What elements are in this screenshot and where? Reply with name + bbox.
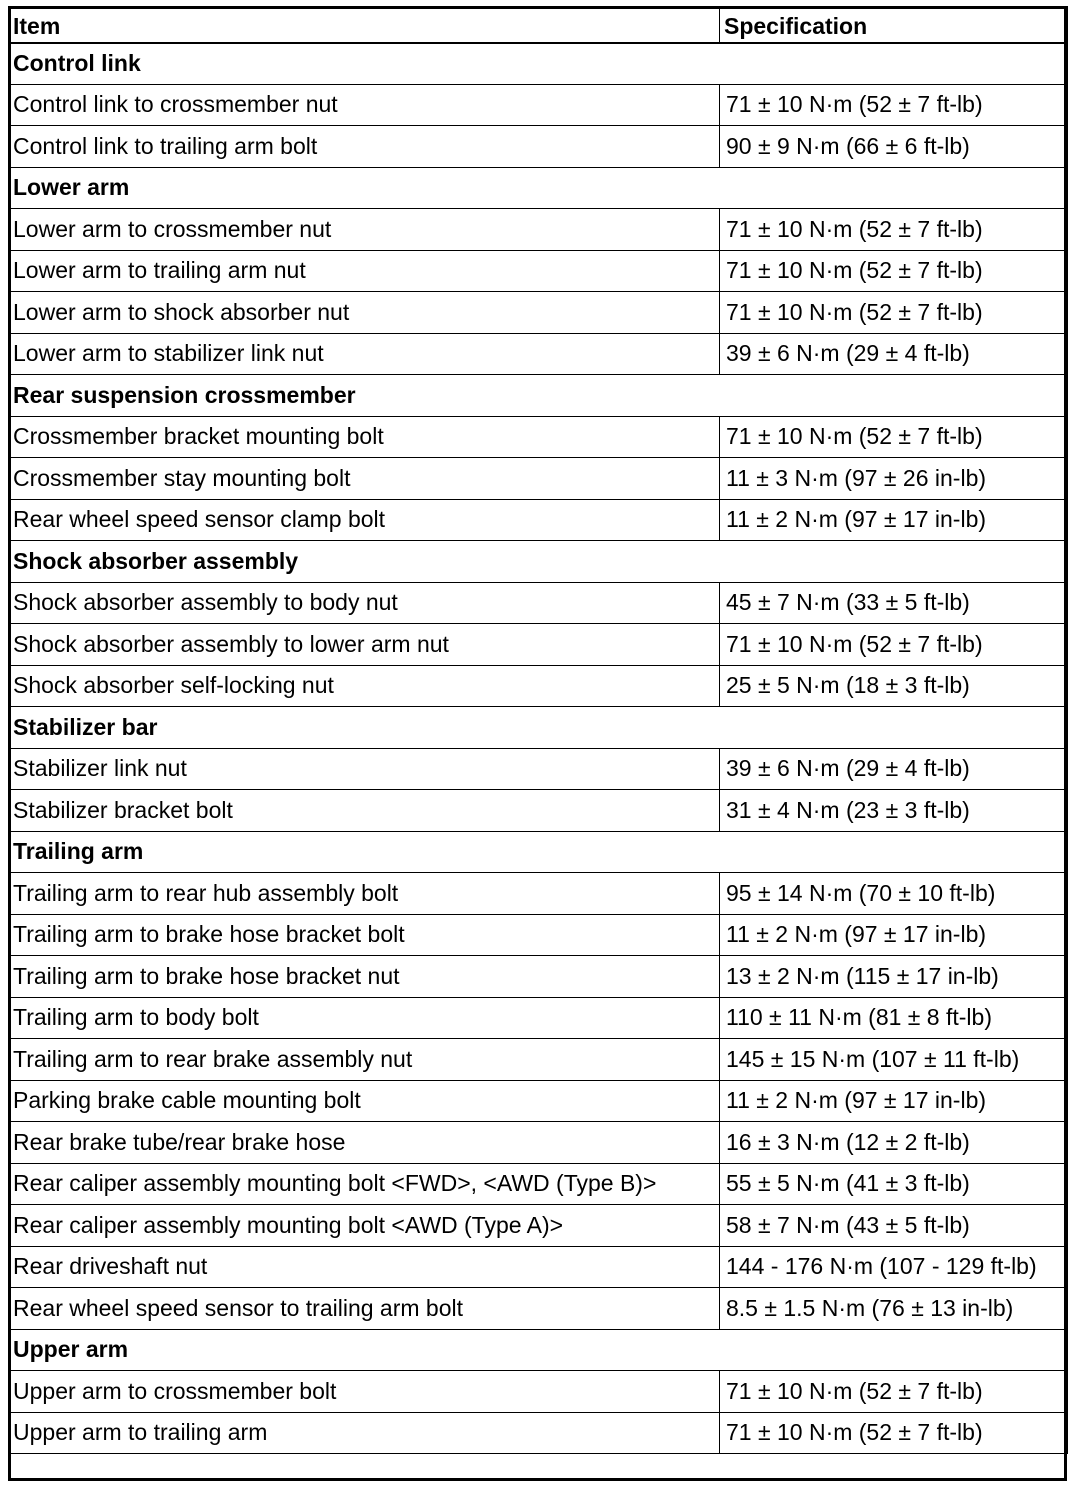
specification-cell: 11 ± 2 N·m (97 ± 17 in-lb)	[720, 914, 1068, 956]
specification-cell: 16 ± 3 N·m (12 ± 2 ft-lb)	[720, 1122, 1068, 1164]
specification-cell: 71 ± 10 N·m (52 ± 7 ft-lb)	[720, 416, 1068, 458]
item-cell: Rear caliper assembly mounting bolt <FWD>, <AWD (Type B)>	[9, 1163, 720, 1205]
specification-cell: 71 ± 10 N·m (52 ± 7 ft-lb)	[720, 84, 1068, 126]
header-item: Item	[9, 7, 720, 43]
item-cell: Control link to trailing arm bolt	[9, 126, 720, 168]
specification-cell: 71 ± 10 N·m (52 ± 7 ft-lb)	[720, 624, 1068, 666]
item-cell: Upper arm to crossmember bolt	[9, 1371, 720, 1413]
specification-cell: 145 ± 15 N·m (107 ± 11 ft-lb)	[720, 1039, 1068, 1081]
specification-cell: 25 ± 5 N·m (18 ± 3 ft-lb)	[720, 665, 1068, 707]
specification-cell: 95 ± 14 N·m (70 ± 10 ft-lb)	[720, 873, 1068, 915]
specification-cell: 71 ± 10 N·m (52 ± 7 ft-lb)	[720, 1371, 1068, 1413]
table-outer-border	[8, 6, 1067, 1481]
item-cell: Rear wheel speed sensor to trailing arm bolt	[9, 1288, 720, 1330]
item-cell: Shock absorber assembly to body nut	[9, 582, 720, 624]
item-cell: Trailing arm to brake hose bracket nut	[9, 956, 720, 998]
section-title: Trailing arm	[9, 831, 1068, 873]
specification-cell: 8.5 ± 1.5 N·m (76 ± 13 in-lb)	[720, 1288, 1068, 1330]
specification-cell: 71 ± 10 N·m (52 ± 7 ft-lb)	[720, 209, 1068, 251]
section-title: Shock absorber assembly	[9, 541, 1068, 583]
specification-cell: 39 ± 6 N·m (29 ± 4 ft-lb)	[720, 748, 1068, 790]
item-cell: Lower arm to crossmember nut	[9, 209, 720, 251]
item-cell: Crossmember bracket mounting bolt	[9, 416, 720, 458]
item-cell: Trailing arm to brake hose bracket bolt	[9, 914, 720, 956]
specification-cell: 71 ± 10 N·m (52 ± 7 ft-lb)	[720, 292, 1068, 334]
item-cell: Control link to crossmember nut	[9, 84, 720, 126]
specification-cell: 55 ± 5 N·m (41 ± 3 ft-lb)	[720, 1163, 1068, 1205]
specification-cell: 71 ± 10 N·m (52 ± 7 ft-lb)	[720, 1412, 1068, 1454]
specification-cell: 11 ± 2 N·m (97 ± 17 in-lb)	[720, 1080, 1068, 1122]
item-cell: Crossmember stay mounting bolt	[9, 458, 720, 500]
specification-cell: 11 ± 3 N·m (97 ± 26 in-lb)	[720, 458, 1068, 500]
section-title: Stabilizer bar	[9, 707, 1068, 749]
item-cell: Lower arm to stabilizer link nut	[9, 333, 720, 375]
section-title: Upper arm	[9, 1329, 1068, 1371]
item-cell: Rear wheel speed sensor clamp bolt	[9, 499, 720, 541]
specification-cell: 45 ± 7 N·m (33 ± 5 ft-lb)	[720, 582, 1068, 624]
specification-cell: 58 ± 7 N·m (43 ± 5 ft-lb)	[720, 1205, 1068, 1247]
item-cell: Trailing arm to rear hub assembly bolt	[9, 873, 720, 915]
section-title: Rear suspension crossmember	[9, 375, 1068, 417]
section-title: Lower arm	[9, 167, 1068, 209]
item-cell: Lower arm to shock absorber nut	[9, 292, 720, 334]
specification-cell: 39 ± 6 N·m (29 ± 4 ft-lb)	[720, 333, 1068, 375]
specification-cell: 90 ± 9 N·m (66 ± 6 ft-lb)	[720, 126, 1068, 168]
item-cell: Parking brake cable mounting bolt	[9, 1080, 720, 1122]
item-cell: Shock absorber assembly to lower arm nut	[9, 624, 720, 666]
item-cell: Upper arm to trailing arm	[9, 1412, 720, 1454]
item-cell: Stabilizer bracket bolt	[9, 790, 720, 832]
specification-cell: 31 ± 4 N·m (23 ± 3 ft-lb)	[720, 790, 1068, 832]
item-cell: Rear caliper assembly mounting bolt <AWD (Type A)>	[9, 1205, 720, 1247]
item-cell: Lower arm to trailing arm nut	[9, 250, 720, 292]
specification-cell: 11 ± 2 N·m (97 ± 17 in-lb)	[720, 499, 1068, 541]
item-cell: Stabilizer link nut	[9, 748, 720, 790]
specification-cell: 144 - 176 N·m (107 - 129 ft-lb)	[720, 1246, 1068, 1288]
specification-cell: 13 ± 2 N·m (115 ± 17 in-lb)	[720, 956, 1068, 998]
item-cell: Trailing arm to rear brake assembly nut	[9, 1039, 720, 1081]
item-cell: Trailing arm to body bolt	[9, 997, 720, 1039]
item-cell: Shock absorber self-locking nut	[9, 665, 720, 707]
item-cell: Rear brake tube/rear brake hose	[9, 1122, 720, 1164]
header-specification: Specification	[720, 7, 1068, 43]
specification-cell: 71 ± 10 N·m (52 ± 7 ft-lb)	[720, 250, 1068, 292]
item-cell: Rear driveshaft nut	[9, 1246, 720, 1288]
specification-cell: 110 ± 11 N·m (81 ± 8 ft-lb)	[720, 997, 1068, 1039]
section-title: Control link	[9, 43, 1068, 85]
